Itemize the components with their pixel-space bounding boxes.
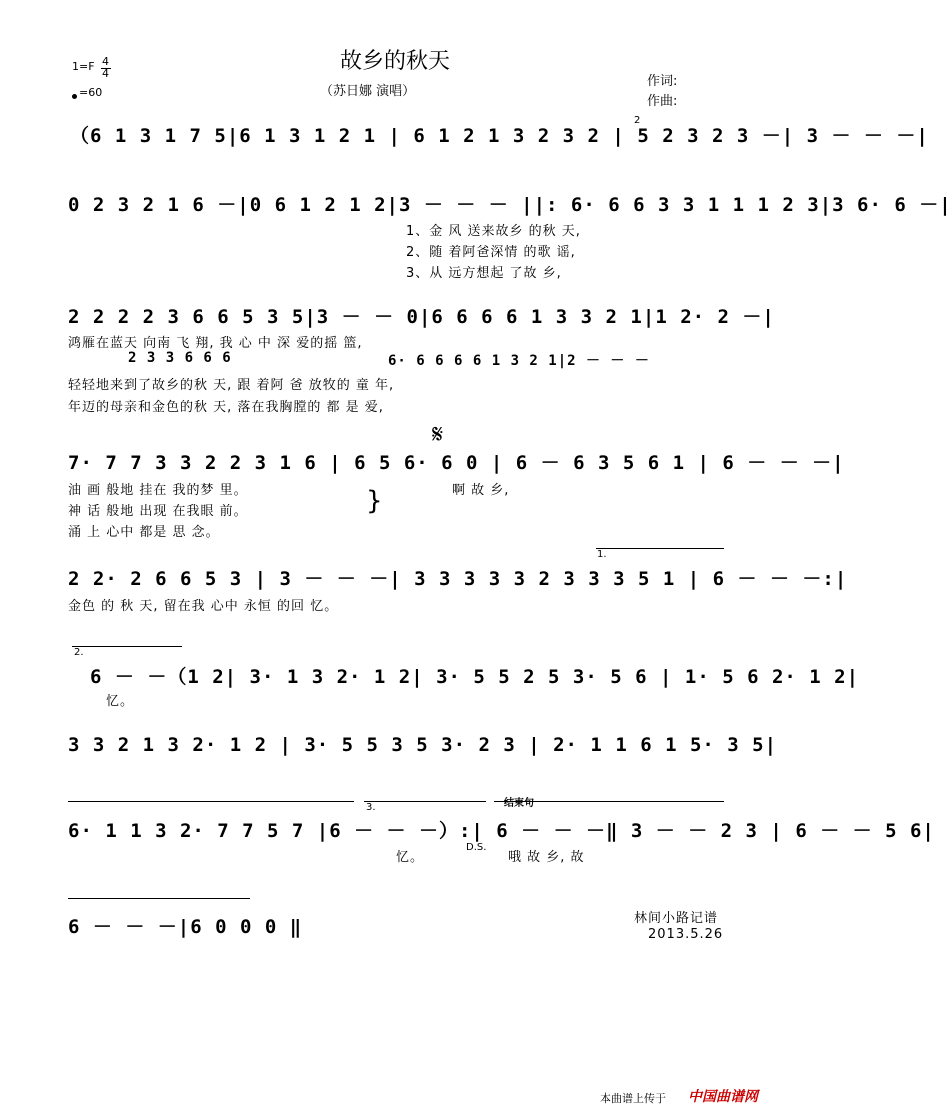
volta-2-bracket xyxy=(72,646,182,647)
composer-label: 作曲: xyxy=(647,94,678,109)
segno-icon: 𝄋 xyxy=(432,420,444,450)
score-row-1: （6 1 3 1 7 5|6 1 3 1 2 1 | 6 1 2 1 3 2 3 2 | 5 2 3 2 3 －| 3 － － －| xyxy=(70,125,929,147)
score-row-2: 0 2 3 2 1 6 －|0 6 1 2 1 2|3 － － － ||: 6· 6 6 3 3 1 1 1 2 3|3 6· 6 －| xyxy=(68,194,952,216)
row-3-lyrics: 鸿雁在蓝天 向南 飞 翔, 我 心 中 深 爱的摇 篮, xyxy=(68,336,363,351)
score-row-6: 6 － －（1 2| 3· 1 3 2· 1 2| 3· 5 5 2 5 3· 5 6 | 1· 5 6 2· 1 2| xyxy=(90,666,860,688)
volta-1-bracket xyxy=(596,548,724,549)
score-row-4: 7· 7 7 3 3 2 2 3 1 6 | 6 5 6· 6 0 | 6 － 6 3 5 6 1 | 6 － － －| xyxy=(68,452,845,474)
tempo-marking: =60 xyxy=(72,86,102,99)
row-3-lyrics-2: 轻轻地来到了故乡的秋 天, 跟 着阿 爸 放牧的 童 年, xyxy=(68,378,395,393)
row-6-lyrics: 忆。 xyxy=(106,694,135,709)
lyricist-label: 作词: xyxy=(647,74,678,89)
row-4-right-lyrics: 啊 故 乡, xyxy=(452,483,510,498)
row-8-lyrics-2: 哦 故 乡, 故 xyxy=(508,850,585,865)
row-4-lyrics-3: 涌 上 心中 都是 思 念。 xyxy=(68,525,220,540)
volta-2-label: 2. xyxy=(74,647,84,658)
volta-1-label: 1. xyxy=(597,549,607,560)
row-5-lyrics: 金色 的 秋 天, 留在我 心中 永恒 的回 忆。 xyxy=(68,599,339,614)
grace-note: 2 xyxy=(634,115,641,126)
performer: （苏日娜 演唱） xyxy=(320,84,416,99)
time-signature: 4 4 xyxy=(102,55,109,80)
transcribe-date: 2013.5.26 xyxy=(648,927,724,942)
brace-icon: } xyxy=(366,486,383,516)
row-3-lyrics-3: 年迈的母亲和金色的秋 天, 落在我胸膛的 都 是 爱, xyxy=(68,400,384,415)
transcriber: 林间小路记谱 xyxy=(634,911,719,926)
final-bracket xyxy=(68,898,250,899)
volta-3-label: 3. xyxy=(366,802,376,813)
verse-1-lyrics: 1、金 风 送来故乡 的秋 天, xyxy=(406,224,581,239)
score-row-9: 6 － － －|6 0 0 0 ‖ xyxy=(68,916,303,938)
upload-label: 本曲谱上传于 xyxy=(600,1092,666,1105)
site-logo[interactable]: 中国曲谱网 xyxy=(688,1089,758,1105)
key-signature: 1=F xyxy=(72,60,95,73)
row-8-lyrics-1: 忆。 xyxy=(396,850,425,865)
ds-marking: D.S. xyxy=(466,842,487,853)
row-4-lyrics-2: 神 话 般地 出现 在我眼 前。 xyxy=(68,504,248,519)
song-title: 故乡的秋天 xyxy=(339,49,450,74)
coda-label: 结束句 xyxy=(504,798,534,809)
volta-3-bracket xyxy=(364,801,486,802)
score-row-3: 2 2 2 2 3 6 6 5 3 5|3 － － 0|6 6 6 6 1 3 3 2 1|1 2· 2 －| xyxy=(68,306,775,328)
repeat-bracket-line xyxy=(68,801,354,802)
time-signature-line xyxy=(101,68,111,69)
row-3-alt-notes-2: 6· 6 6 6 6 1 3 2 1|2 － － － xyxy=(388,353,650,369)
score-row-7: 3 3 2 1 3 2· 1 2 | 3· 5 5 3 5 3· 2 3 | 2· 1 1 6 1 5· 3 5| xyxy=(68,734,778,756)
score-row-5: 2 2· 2 6 6 5 3 | 3 － － －| 3 3 3 3 3 2 3 3 3 5 1 | 6 － － －:| xyxy=(68,568,848,590)
verse-3-lyrics: 3、从 远方想起 了故 乡, xyxy=(406,266,562,281)
row-4-lyrics-1: 油 画 般地 挂在 我的梦 里。 xyxy=(68,483,248,498)
row-3-alt-notes: 2 3 3 6 6 6 xyxy=(128,350,232,366)
score-row-8: 6· 1 1 3 2· 7 7 5 7 |6 － － －）:| 6 － － －‖ 3 － － 2 3 | 6 － － 5 6| xyxy=(68,820,935,842)
verse-2-lyrics: 2、随 着阿爸深情 的歌 谣, xyxy=(406,245,576,260)
quarter-note-icon xyxy=(72,94,77,99)
